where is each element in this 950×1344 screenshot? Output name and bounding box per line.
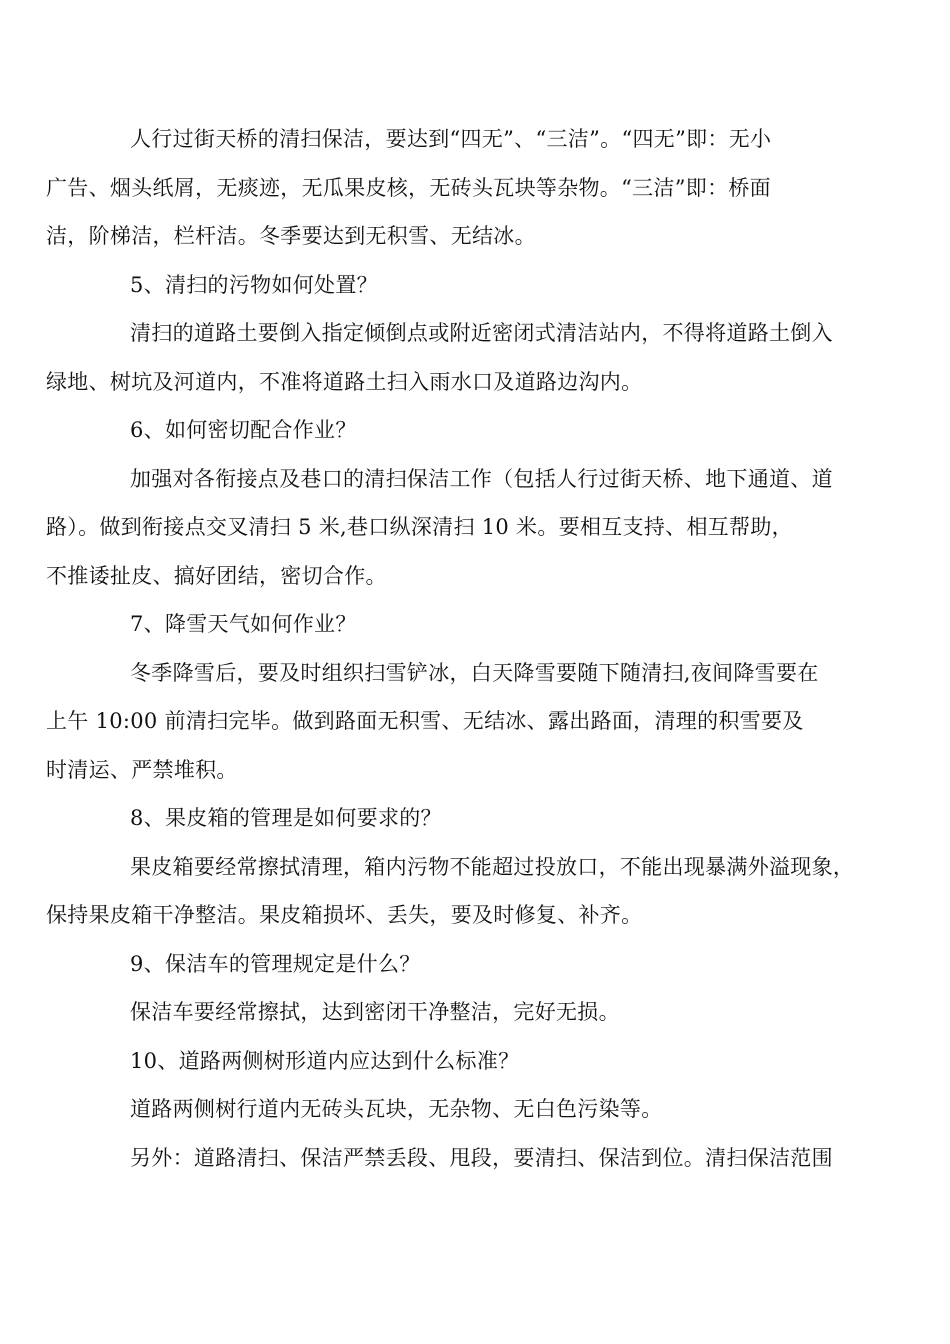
question-heading-10 [88, 1037, 864, 1086]
text-line: 不推诿扯皮、搞好团结，密切合作。 [46, 563, 387, 588]
question-text: 7、降雪天气如何作业？ [130, 612, 357, 636]
question-text: 5、清扫的污物如何处置？ [130, 272, 378, 297]
paragraph-snow-work [46, 649, 864, 795]
question-heading-5 [88, 261, 864, 310]
text-line: 绿地、树坑及河道内，不准将道路土扫入雨水口及道路边沟内。 [46, 369, 643, 394]
text-line: 加强对各衔接点及巷口的清扫保洁工作（包括人行过街天桥、地下通道、道 [130, 466, 833, 491]
paragraph-tree-lanes [88, 1085, 864, 1134]
paragraph-trash-bins [46, 843, 864, 940]
text-line: 果皮箱要经常擦拭清理，箱内污物不能超过投放口，不能出现暴满外溢现象， [130, 854, 855, 879]
document-page [46, 115, 864, 1182]
text-line: 冬季降雪后，要及时组织扫雪铲冰，白天降雪要随下随清扫,夜间降雪要在 [130, 660, 819, 685]
text-line: 另外：道路清扫、保洁严禁丢段、甩段，要清扫、保洁到位。清扫保洁范围 [130, 1145, 833, 1170]
text-line: 保洁车要经常擦拭，达到密闭干净整洁，完好无损。 [130, 1000, 620, 1024]
paragraph-cooperation [46, 455, 864, 601]
paragraph-cleaning-cart [88, 988, 864, 1037]
question-text: 6、如何密切配合作业？ [130, 418, 357, 442]
paragraph-bridge-cleaning [46, 115, 864, 261]
question-text: 9、保洁车的管理规定是什么？ [130, 951, 421, 976]
question-text: 10、道路两侧树形道内应达到什么标准？ [130, 1048, 520, 1073]
paragraph-waste-disposal [46, 309, 864, 406]
text-line: 清扫的道路土要倒入指定倾倒点或附近密闭式清洁站内，不得将道路土倒入 [130, 321, 833, 345]
text-line: 上午 10:00 前清扫完毕。做到路面无积雪、无结冰、露出路面，清理的积雪要及 [46, 709, 804, 733]
text-line: 路）。做到衔接点交叉清扫 5 米,巷口纵深清扫 10 米。要相互支持、相互帮助， [46, 515, 793, 539]
paragraph-additional-note [88, 1134, 864, 1183]
text-line: 广告、烟头纸屑，无痰迹，无瓜果皮核，无砖头瓦块等杂物。“三洁”即：桥面 [46, 175, 771, 200]
question-heading-9 [88, 940, 864, 989]
question-heading-7 [88, 600, 864, 649]
text-line: 时清运、严禁堆积。 [46, 757, 238, 782]
text-line: 保持果皮箱干净整洁。果皮箱损坏、丢失，要及时修复、补齐。 [46, 903, 643, 927]
text-line: 洁，阶梯洁，栏杆洁。冬季要达到无积雪、无结冰。 [46, 224, 536, 248]
question-text: 8、果皮箱的管理是如何要求的？ [130, 806, 442, 830]
text-line: 道路两侧树行道内无砖头瓦块，无杂物、无白色污染等。 [130, 1097, 663, 1121]
text-line: 人行过街天桥的清扫保洁，要达到“四无”、“三洁”。“四无”即：无小 [130, 127, 772, 151]
question-heading-6 [88, 406, 864, 455]
question-heading-8 [88, 794, 864, 843]
